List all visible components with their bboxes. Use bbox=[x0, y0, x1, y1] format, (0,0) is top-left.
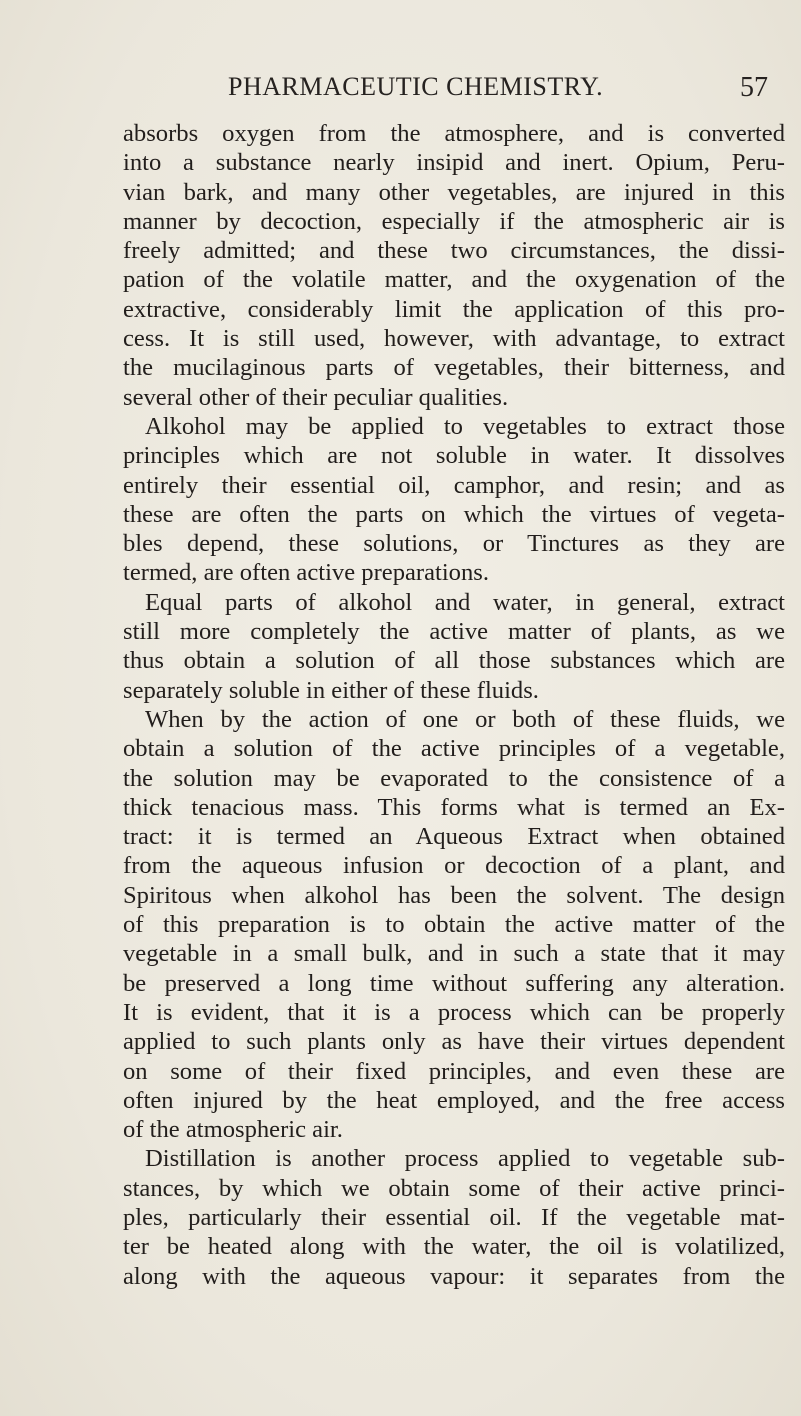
text-line: on some of their fixed principles, and even these are bbox=[123, 1057, 785, 1085]
text-line: Distillation is another process applied to vegetable sub- bbox=[145, 1145, 785, 1173]
text-line: along with the aqueous vapour: it separates from the bbox=[123, 1262, 785, 1290]
text-line: termed, are often active preparations. bbox=[123, 559, 489, 587]
text-line: separately soluble in either of these fluids. bbox=[123, 676, 539, 704]
text-line: thick tenacious mass. This forms what is termed an Ex- bbox=[123, 793, 785, 821]
text-line: the mucilaginous parts of vegetables, their bitterness, and bbox=[123, 354, 785, 382]
text-line: stances, by which we obtain some of their active princi- bbox=[123, 1174, 785, 1202]
text-line: extractive, considerably limit the application of this pro- bbox=[123, 295, 785, 323]
text-line: into a substance nearly insipid and inert. Opium, Peru- bbox=[123, 149, 785, 177]
text-line: vegetable in a small bulk, and in such a state that it may bbox=[123, 940, 785, 968]
text-line: manner by decoction, especially if the atmospheric air is bbox=[123, 207, 785, 235]
body-text bbox=[123, 119, 785, 1291]
text-line: still more completely the active matter of plants, as we bbox=[123, 618, 785, 646]
text-line: from the aqueous infusion or decoction of a plant, and bbox=[123, 852, 785, 880]
text-line: bles depend, these solutions, or Tinctures as they are bbox=[123, 530, 785, 558]
text-line: Alkohol may be applied to vegetables to extract those bbox=[145, 412, 785, 440]
text-line: obtain a solution of the active principles of a vegetable, bbox=[123, 735, 785, 763]
text-line: thus obtain a solution of all those substances which are bbox=[123, 647, 785, 675]
text-line: entirely their essential oil, camphor, and resin; and as bbox=[123, 471, 785, 499]
text-line: these are often the parts on which the virtues of vegeta- bbox=[123, 500, 785, 528]
text-line: cess. It is still used, however, with advantage, to extract bbox=[123, 325, 785, 353]
text-line: vian bark, and many other vegetables, are injured in this bbox=[123, 178, 785, 206]
page-header bbox=[200, 72, 790, 112]
text-line: Equal parts of alkohol and water, in general, extract bbox=[145, 588, 785, 616]
text-line: be preserved a long time without suffering any alteration. bbox=[123, 969, 785, 997]
text-line: applied to such plants only as have their virtues dependent bbox=[123, 1028, 785, 1056]
text-line: several other of their peculiar qualities. bbox=[123, 383, 509, 411]
text-line: principles which are not soluble in water. It dissolves bbox=[123, 442, 785, 470]
text-line: absorbs oxygen from the atmosphere, and is converted bbox=[123, 120, 785, 147]
text-line: ples, particularly their essential oil. If the vegetable mat- bbox=[123, 1203, 785, 1231]
page-number: 57 bbox=[740, 72, 768, 103]
text-line: pation of the volatile matter, and the oxygenation of the bbox=[123, 266, 785, 294]
text-line: ter be heated along with the water, the oil is volatilized, bbox=[123, 1233, 785, 1261]
text-line: freely admitted; and these two circumstances, the dissi- bbox=[123, 237, 785, 265]
text-line: Spiritous when alkohol has been the solvent. The design bbox=[123, 881, 785, 909]
text-line: of the atmospheric air. bbox=[123, 1116, 343, 1144]
text-line: It is evident, that it is a process which can be properly bbox=[123, 998, 785, 1026]
running-head: PHARMACEUTIC CHEMISTRY. bbox=[228, 72, 604, 101]
text-line: often injured by the heat employed, and the free access bbox=[123, 1086, 785, 1114]
text-line: the solution may be evaporated to the consistence of a bbox=[123, 764, 785, 792]
text-line: When by the action of one or both of these fluids, we bbox=[145, 705, 785, 733]
text-line: of this preparation is to obtain the active matter of the bbox=[123, 911, 785, 939]
text-line: tract: it is termed an Aqueous Extract when obtained bbox=[123, 823, 785, 851]
